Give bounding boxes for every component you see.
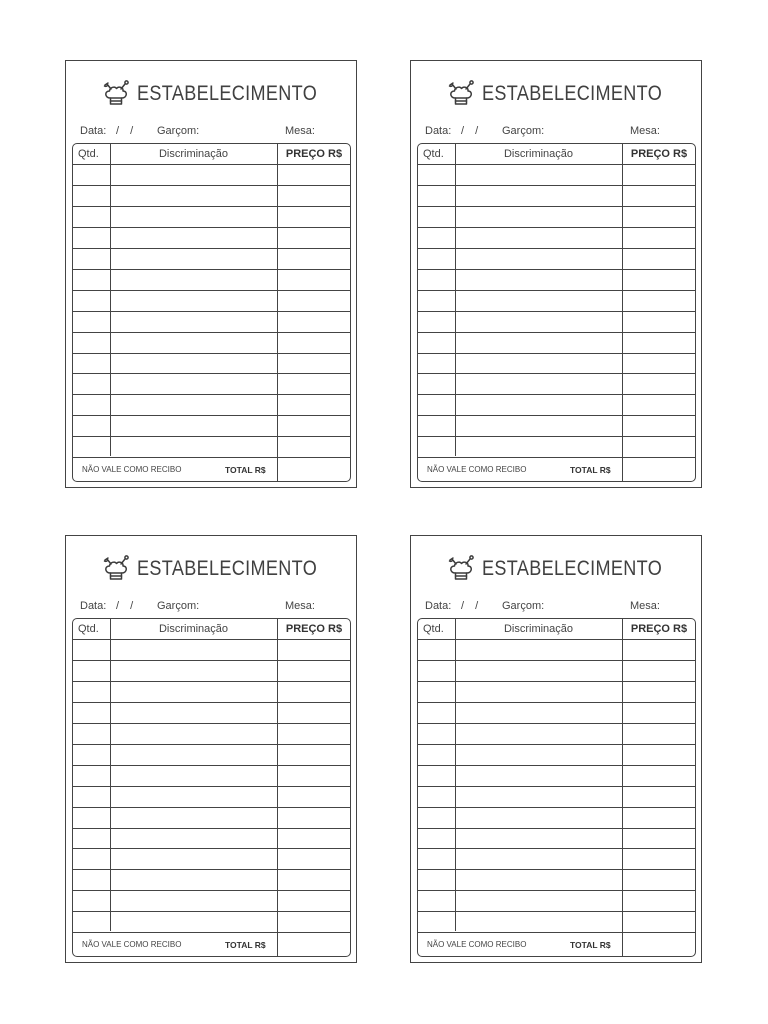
order-table <box>72 618 351 957</box>
qty-column-divider <box>455 144 456 456</box>
order-row[interactable] <box>73 312 350 333</box>
order-row[interactable] <box>73 703 350 724</box>
order-row[interactable] <box>73 375 350 396</box>
order-row[interactable] <box>418 333 695 354</box>
qty-column-divider <box>110 144 111 456</box>
order-row[interactable] <box>418 354 695 375</box>
chef-hat-icon <box>100 78 132 110</box>
column-header-price: PREÇO R$ <box>285 148 343 160</box>
order-row[interactable] <box>418 249 695 270</box>
order-row[interactable] <box>418 661 695 682</box>
column-header-description: Discriminação <box>158 148 229 160</box>
order-row[interactable] <box>73 186 350 207</box>
table-header <box>418 619 695 640</box>
order-row[interactable] <box>418 375 695 396</box>
price-column-divider <box>277 619 278 956</box>
table-header <box>73 619 350 640</box>
column-header-description: Discriminação <box>158 623 229 635</box>
order-table <box>417 143 696 482</box>
order-row[interactable] <box>73 437 350 458</box>
column-header-qty: Qtd. <box>423 623 444 635</box>
order-row[interactable] <box>73 228 350 249</box>
order-row[interactable] <box>418 641 695 662</box>
total-label: TOTAL R$ <box>225 465 266 475</box>
order-row[interactable] <box>73 661 350 682</box>
price-column-divider <box>277 144 278 481</box>
receipt-disclaimer: NÃO VALE COMO RECIBO <box>82 940 182 949</box>
establishment-name: ESTABELECIMENTO <box>137 82 318 105</box>
table-number-label: Mesa: <box>630 600 660 612</box>
order-row[interactable] <box>73 745 350 766</box>
date-field[interactable]: / / <box>461 125 483 137</box>
order-row[interactable] <box>418 207 695 228</box>
date-label: Data: <box>80 600 107 612</box>
order-row[interactable] <box>73 787 350 808</box>
order-row[interactable] <box>418 724 695 745</box>
receipt-disclaimer: NÃO VALE COMO RECIBO <box>427 465 527 474</box>
order-row[interactable] <box>73 891 350 912</box>
column-header-price: PREÇO R$ <box>630 623 688 635</box>
order-row[interactable] <box>418 682 695 703</box>
order-row[interactable] <box>73 829 350 850</box>
order-row[interactable] <box>418 912 695 933</box>
date-label: Data: <box>425 600 452 612</box>
order-row[interactable] <box>73 166 350 187</box>
price-column-divider <box>622 144 623 481</box>
order-row[interactable] <box>73 682 350 703</box>
order-row[interactable] <box>418 416 695 437</box>
slip-header <box>100 78 346 110</box>
column-header-price: PREÇO R$ <box>630 148 688 160</box>
table-header <box>418 144 695 165</box>
order-row[interactable] <box>73 270 350 291</box>
order-table <box>417 618 696 957</box>
order-row[interactable] <box>73 724 350 745</box>
column-header-description: Discriminação <box>503 148 574 160</box>
order-slip <box>65 535 357 963</box>
column-header-description: Discriminação <box>503 623 574 635</box>
table-header <box>73 144 350 165</box>
order-row[interactable] <box>418 787 695 808</box>
qty-column-divider <box>455 619 456 931</box>
order-row[interactable] <box>73 395 350 416</box>
order-row[interactable] <box>418 312 695 333</box>
date-field[interactable]: / / <box>461 600 483 612</box>
order-slip <box>410 60 702 488</box>
total-label: TOTAL R$ <box>570 940 611 950</box>
order-row[interactable] <box>418 270 695 291</box>
order-row[interactable] <box>73 249 350 270</box>
order-row[interactable] <box>73 912 350 933</box>
order-row[interactable] <box>73 808 350 829</box>
order-row[interactable] <box>418 166 695 187</box>
order-row[interactable] <box>418 703 695 724</box>
waiter-label: Garçom: <box>157 125 200 137</box>
slip-header <box>100 553 346 585</box>
waiter-label: Garçom: <box>502 600 545 612</box>
order-row[interactable] <box>418 870 695 891</box>
order-row[interactable] <box>418 745 695 766</box>
establishment-name: ESTABELECIMENTO <box>482 82 663 105</box>
total-label: TOTAL R$ <box>225 940 266 950</box>
establishment-name: ESTABELECIMENTO <box>137 557 318 580</box>
order-row[interactable] <box>418 808 695 829</box>
chef-hat-icon <box>445 78 477 110</box>
order-row[interactable] <box>418 437 695 458</box>
order-row[interactable] <box>418 850 695 871</box>
order-row[interactable] <box>418 186 695 207</box>
table-number-label: Mesa: <box>630 125 660 137</box>
order-row[interactable] <box>418 891 695 912</box>
chef-hat-icon <box>445 553 477 585</box>
order-row[interactable] <box>73 416 350 437</box>
qty-column-divider <box>110 619 111 931</box>
order-row[interactable] <box>73 291 350 312</box>
order-row[interactable] <box>418 228 695 249</box>
table-number-label: Mesa: <box>285 600 315 612</box>
order-row[interactable] <box>418 395 695 416</box>
date-label: Data: <box>80 125 107 137</box>
order-row[interactable] <box>418 829 695 850</box>
order-row[interactable] <box>418 766 695 787</box>
column-header-qty: Qtd. <box>78 148 99 160</box>
slip-header <box>445 78 691 110</box>
order-row[interactable] <box>73 354 350 375</box>
order-row[interactable] <box>73 207 350 228</box>
chef-hat-icon <box>100 553 132 585</box>
order-slip <box>410 535 702 963</box>
column-header-qty: Qtd. <box>78 623 99 635</box>
receipt-disclaimer: NÃO VALE COMO RECIBO <box>427 940 527 949</box>
column-header-qty: Qtd. <box>423 148 444 160</box>
receipt-disclaimer: NÃO VALE COMO RECIBO <box>82 465 182 474</box>
price-column-divider <box>622 619 623 956</box>
date-label: Data: <box>425 125 452 137</box>
table-number-label: Mesa: <box>285 125 315 137</box>
date-field[interactable]: / / <box>116 125 138 137</box>
order-row[interactable] <box>73 766 350 787</box>
column-header-price: PREÇO R$ <box>285 623 343 635</box>
order-row[interactable] <box>73 870 350 891</box>
order-row[interactable] <box>73 333 350 354</box>
order-row[interactable] <box>73 641 350 662</box>
total-label: TOTAL R$ <box>570 465 611 475</box>
order-row[interactable] <box>73 850 350 871</box>
order-row[interactable] <box>418 291 695 312</box>
waiter-label: Garçom: <box>157 600 200 612</box>
date-field[interactable]: / / <box>116 600 138 612</box>
establishment-name: ESTABELECIMENTO <box>482 557 663 580</box>
waiter-label: Garçom: <box>502 125 545 137</box>
slip-header <box>445 553 691 585</box>
order-slip <box>65 60 357 488</box>
order-table <box>72 143 351 482</box>
